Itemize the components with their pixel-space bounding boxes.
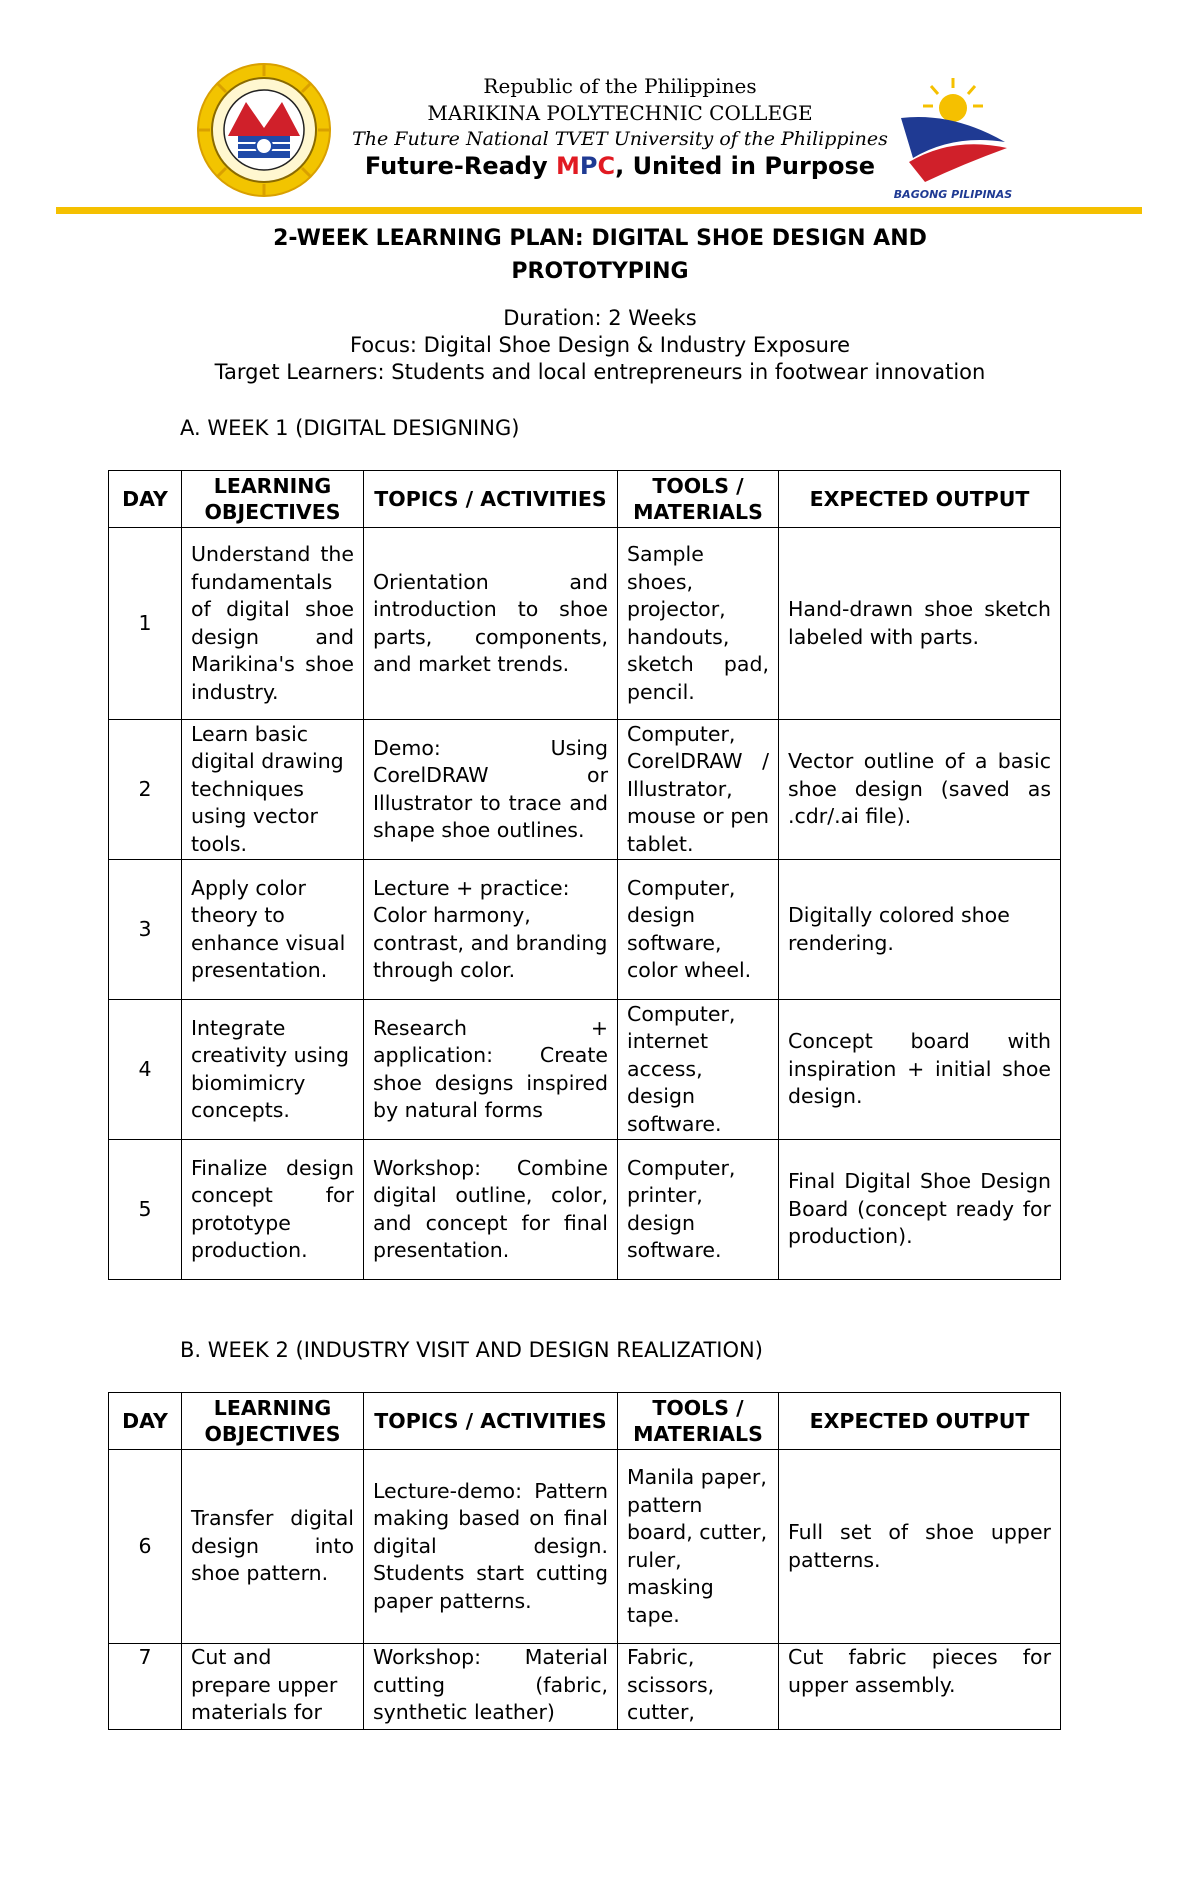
header-tagline: The Future National TVET University of the Philippines — [352, 128, 888, 150]
cell-objectives: Apply color theory to enhance visual presentation. — [182, 860, 364, 1000]
week2-table — [108, 1392, 1061, 1730]
col-header-output: EXPECTED OUTPUT — [779, 1393, 1061, 1450]
col-header-objectives: LEARNING OBJECTIVES — [182, 1393, 364, 1450]
cell-topics: Research + application: Create shoe designs inspired by natural forms — [364, 1000, 618, 1140]
meta-duration: Duration: 2 Weeks — [503, 306, 697, 330]
cell-objectives: Learn basic digital drawing techniques using vector tools. — [182, 720, 364, 860]
cell-objectives: Integrate creativity using biomimicry concepts. — [182, 1000, 364, 1140]
table-header-row — [109, 471, 1061, 528]
cell-day: 2 — [109, 720, 182, 860]
motto-letter-p: P — [579, 152, 598, 180]
col-header-topics: TOPICS / ACTIVITIES — [364, 1393, 618, 1450]
bagong-pilipinas-text: BAGONG PILIPINAS — [893, 188, 1013, 201]
header-divider — [56, 207, 1142, 214]
week2-heading: B. WEEK 2 (INDUSTRY VISIT AND DESIGN REALIZATION) — [180, 1338, 763, 1362]
header-college-name: MARIKINA POLYTECHNIC COLLEGE — [427, 101, 813, 125]
cell-topics: Lecture + practice: Color harmony, contrast, and branding through color. — [364, 860, 618, 1000]
cell-day: 1 — [109, 528, 182, 720]
cell-tools: Fabric, scissors, cutter, — [618, 1644, 779, 1730]
header-motto — [300, 152, 940, 180]
cell-output: Concept board with inspiration + initial shoe design. — [779, 1000, 1061, 1140]
cell-objectives: Cut and prepare upper materials for — [182, 1644, 364, 1730]
meta-focus: Focus: Digital Shoe Design & Industry Exposure — [349, 333, 851, 357]
cell-topics: Orientation and introduction to shoe parts, components, and market trends. — [364, 528, 618, 720]
cell-output: Digitally colored shoe rendering. — [779, 860, 1061, 1000]
col-header-day: DAY — [109, 471, 182, 528]
motto-prefix: Future-Ready — [364, 152, 556, 180]
col-header-topics: TOPICS / ACTIVITIES — [364, 471, 618, 528]
table-row — [109, 1140, 1061, 1280]
cell-tools: Manila paper, pattern board, cutter, ruler, masking tape. — [618, 1450, 779, 1644]
cell-topics: Workshop: Combine digital outline, color, and concept for final presentation. — [364, 1140, 618, 1280]
cell-tools: Computer, design software, color wheel. — [618, 860, 779, 1000]
col-header-tools: TOOLS / MATERIALS — [618, 471, 779, 528]
meta-target-learners: Target Learners: Students and local entrepreneurs in footwear innovation — [214, 360, 986, 384]
header-republic: Republic of the Philippines — [483, 74, 757, 98]
motto-letter-m: M — [555, 152, 580, 180]
title-line-2: PROTOTYPING — [511, 259, 689, 284]
cell-output: Cut fabric pieces for upper assembly. — [779, 1644, 1061, 1730]
cell-output: Hand-drawn shoe sketch labeled with parts. — [779, 528, 1061, 720]
cell-output: Final Digital Shoe Design Board (concept ready for production). — [779, 1140, 1061, 1280]
week1-heading: A. WEEK 1 (DIGITAL DESIGNING) — [180, 416, 520, 440]
col-header-objectives: LEARNING OBJECTIVES — [182, 471, 364, 528]
cell-tools: Sample shoes, projector, handouts, sketch pad, pencil. — [618, 528, 779, 720]
cell-day: 5 — [109, 1140, 182, 1280]
motto-suffix: , United in Purpose — [615, 152, 876, 180]
table-row — [109, 720, 1061, 860]
table-row — [109, 860, 1061, 1000]
table-header-row — [109, 1393, 1061, 1450]
cell-objectives: Understand the fundamentals of digital shoe design and Marikina's shoe industry. — [182, 528, 364, 720]
cell-tools: Computer, CorelDRAW / Illustrator, mouse or pen tablet. — [618, 720, 779, 860]
table-row — [109, 1644, 1061, 1730]
title-line-1: 2-WEEK LEARNING PLAN: DIGITAL SHOE DESIGN AND — [273, 226, 927, 251]
col-header-output: EXPECTED OUTPUT — [779, 471, 1061, 528]
cell-tools: Computer, internet access, design software. — [618, 1000, 779, 1140]
table-row — [109, 528, 1061, 720]
cell-output: Vector outline of a basic shoe design (saved as .cdr/.ai file). — [779, 720, 1061, 860]
table-row — [109, 1000, 1061, 1140]
col-header-day: DAY — [109, 1393, 182, 1450]
table-row — [109, 1450, 1061, 1644]
cell-topics: Workshop: Material cutting (fabric, synthetic leather) — [364, 1644, 618, 1730]
bagong-pilipinas-logo — [883, 72, 1023, 202]
cell-day: 3 — [109, 860, 182, 1000]
page-title — [160, 222, 1040, 288]
week1-table — [108, 470, 1061, 1280]
cell-objectives: Finalize design concept for prototype production. — [182, 1140, 364, 1280]
cell-day: 4 — [109, 1000, 182, 1140]
cell-day: 7 — [109, 1644, 182, 1730]
cell-topics: Demo: Using CorelDRAW or Illustrator to trace and shape shoe outlines. — [364, 720, 618, 860]
cell-tools: Computer, printer, design software. — [618, 1140, 779, 1280]
cell-objectives: Transfer digital design into shoe pattern. — [182, 1450, 364, 1644]
cell-day: 6 — [109, 1450, 182, 1644]
cell-topics: Lecture-demo: Pattern making based on final digital design. Students start cutting paper patterns. — [364, 1450, 618, 1644]
cell-output: Full set of shoe upper patterns. — [779, 1450, 1061, 1644]
motto-letter-c: C — [597, 152, 616, 180]
col-header-tools: TOOLS / MATERIALS — [618, 1393, 779, 1450]
